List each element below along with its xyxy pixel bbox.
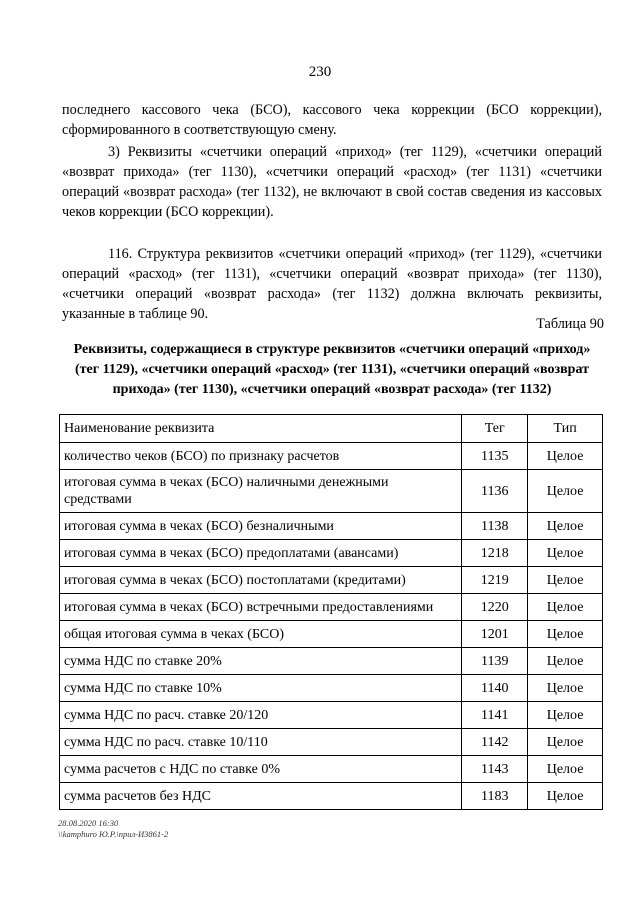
table-row	[60, 756, 603, 783]
cell-type: Целое	[528, 470, 603, 513]
header-name: Наименование реквизита	[60, 415, 462, 443]
cell-type: Целое	[528, 567, 603, 594]
cell-name: итоговая сумма в чеках (БСО) безналичными	[60, 513, 462, 540]
cell-name: сумма НДС по ставке 20%	[60, 648, 462, 675]
paragraph-continuation: последнего кассового чека (БСО), кассового чека коррекции (БСО коррекции), сформированного в соответствующую смену.	[62, 102, 602, 138]
cell-type: Целое	[528, 783, 603, 810]
table-title: Реквизиты, содержащиеся в структуре реквизитов «счетчики операций «приход» (тег 1129), «счетчики операций «расход» (тег 1131), «счетчики операций «возврат прихода» (тег 1130), «счетчики операций «возврат расхода» (тег 1132)	[73, 342, 591, 397]
cell-tag: 1201	[462, 621, 528, 648]
cell-name: сумма расчетов с НДС по ставке 0%	[60, 756, 462, 783]
cell-tag: 1183	[462, 783, 528, 810]
header-type: Тип	[528, 415, 603, 443]
table-row	[60, 621, 603, 648]
cell-name: сумма НДС по ставке 10%	[60, 675, 462, 702]
table-row	[60, 470, 603, 513]
cell-name: итоговая сумма в чеках (БСО) постоплатами (кредитами)	[60, 567, 462, 594]
table-label: Таблица 90	[536, 316, 604, 332]
table-row	[60, 594, 603, 621]
cell-tag: 1135	[462, 443, 528, 470]
cell-tag: 1218	[462, 540, 528, 567]
table-row	[60, 783, 603, 810]
cell-type: Целое	[528, 675, 603, 702]
print-stamp-path: \\kamphuro Ю.Р.\прил-И3861-2	[58, 829, 169, 839]
cell-name: сумма НДС по расч. ставке 20/120	[60, 702, 462, 729]
page-number: 230	[308, 64, 332, 80]
table-row	[60, 513, 603, 540]
cell-name: общая итоговая сумма в чеках (БСО)	[60, 621, 462, 648]
cell-name: итоговая сумма в чеках (БСО) предоплатами (авансами)	[60, 540, 462, 567]
table-header-row	[60, 415, 603, 443]
cell-type: Целое	[528, 513, 603, 540]
table-row	[60, 702, 603, 729]
cell-type: Целое	[528, 702, 603, 729]
cell-tag: 1142	[462, 729, 528, 756]
table-row	[60, 443, 603, 470]
cell-type: Целое	[528, 443, 603, 470]
cell-tag: 1136	[462, 470, 528, 513]
cell-type: Целое	[528, 594, 603, 621]
print-stamp-date: 28.08.2020 16:30	[58, 818, 119, 828]
cell-name: сумма расчетов без НДС	[60, 783, 462, 810]
cell-tag: 1219	[462, 567, 528, 594]
cell-type: Целое	[528, 648, 603, 675]
cell-tag: 1139	[462, 648, 528, 675]
cell-tag: 1141	[462, 702, 528, 729]
table-row	[60, 729, 603, 756]
requisites-table	[59, 414, 603, 810]
header-tag: Тег	[462, 415, 528, 443]
cell-tag: 1140	[462, 675, 528, 702]
table-row	[60, 540, 603, 567]
paragraph-item-3: 3) Реквизиты «счетчики операций «приход» (тег 1129), «счетчики операций «возврат прихода» (тег 1130), «счетчики операций «расход» (тег 1131) «счетчики операций «возврат расхода» (тег 1132), не включают в свой состав сведения из кассовых чеков коррекции (БСО коррекции).	[62, 144, 602, 220]
cell-tag: 1220	[462, 594, 528, 621]
cell-name: количество чеков (БСО) по признаку расчетов	[60, 443, 462, 470]
paragraph-116: 116. Структура реквизитов «счетчики операций «приход» (тег 1129), «счетчики операций «расход» (тег 1131), «счетчики операций «возврат прихода» (тег 1130), «счетчики операций «возврат расхода» (тег 1132) должна включать реквизиты, указанные в таблице 90.	[62, 246, 602, 322]
cell-name: итоговая сумма в чеках (БСО) встречными предоставлениями	[60, 594, 462, 621]
table-row	[60, 567, 603, 594]
cell-tag: 1143	[462, 756, 528, 783]
cell-type: Целое	[528, 756, 603, 783]
cell-type: Целое	[528, 540, 603, 567]
cell-type: Целое	[528, 621, 603, 648]
cell-name: сумма НДС по расч. ставке 10/110	[60, 729, 462, 756]
cell-tag: 1138	[462, 513, 528, 540]
table-row	[60, 675, 603, 702]
cell-name: итоговая сумма в чеках (БСО) наличными денежными средствами	[60, 470, 462, 513]
table-row	[60, 648, 603, 675]
cell-type: Целое	[528, 729, 603, 756]
